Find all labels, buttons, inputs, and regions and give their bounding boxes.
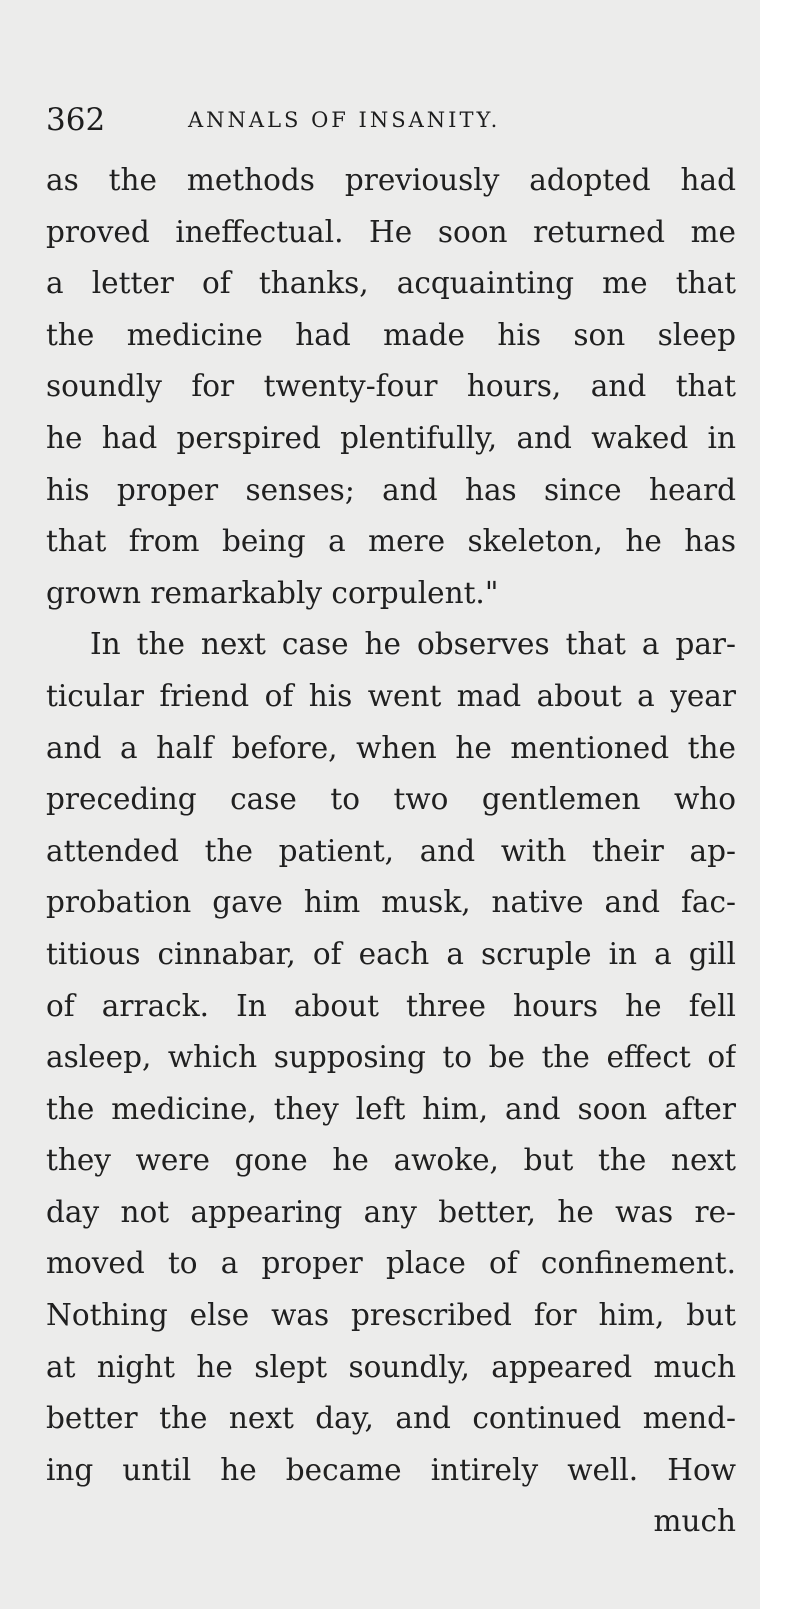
text-line: titious cinnabar, of each a scruple in a gill xyxy=(46,936,736,971)
text-line: proved ineffectual. He soon returned me xyxy=(46,214,736,249)
text-line: attended the patient, and with their ap- xyxy=(46,833,736,868)
text-line: he had perspired plentifully, and waked in xyxy=(46,420,736,455)
text-line: a letter of thanks, acquainting me that xyxy=(46,266,736,301)
text-line: probation gave him musk, native and fac- xyxy=(46,885,736,920)
text-line: soundly for twenty-four hours, and that xyxy=(46,369,736,404)
text-line: his proper senses; and has since heard xyxy=(46,472,736,507)
page-number: 362 xyxy=(46,102,106,138)
running-head: ANNALS OF INSANITY. xyxy=(188,108,501,132)
text-line: ing until he became intirely well. How xyxy=(46,1452,736,1487)
text-line: better the next day, and continued mend- xyxy=(46,1401,736,1436)
text-line: the medicine had made his son sleep xyxy=(46,317,736,352)
page-edge xyxy=(760,0,780,1609)
text-line: ticular friend of his went mad about a year xyxy=(46,678,736,713)
catchword: much xyxy=(653,1504,736,1539)
text-line: they were gone he awoke, but the next xyxy=(46,1143,736,1178)
text-line: In the next case he observes that a par- xyxy=(90,627,736,662)
text-line: day not appearing any better, he was re- xyxy=(46,1194,736,1229)
text-line: preceding case to two gentlemen who xyxy=(46,782,736,817)
text-line: that from being a mere skeleton, he has xyxy=(46,524,736,559)
text-line: and a half before, when he mentioned the xyxy=(46,730,736,765)
text-line: moved to a proper place of confinement. xyxy=(46,1246,736,1281)
text-line: as the methods previously adopted had xyxy=(46,163,736,197)
text-line: grown remarkably corpulent." xyxy=(46,575,499,610)
text-line: the medicine, they left him, and soon after xyxy=(46,1091,736,1126)
body-text xyxy=(46,155,736,1548)
text-line: of arrack. In about three hours he fell xyxy=(46,988,736,1023)
text-line: at night he slept soundly, appeared much xyxy=(46,1349,736,1384)
text-line: Nothing else was prescribed for him, but xyxy=(46,1298,736,1333)
page-header xyxy=(46,92,646,142)
text-line: asleep, which supposing to be the effect of xyxy=(46,1040,736,1075)
